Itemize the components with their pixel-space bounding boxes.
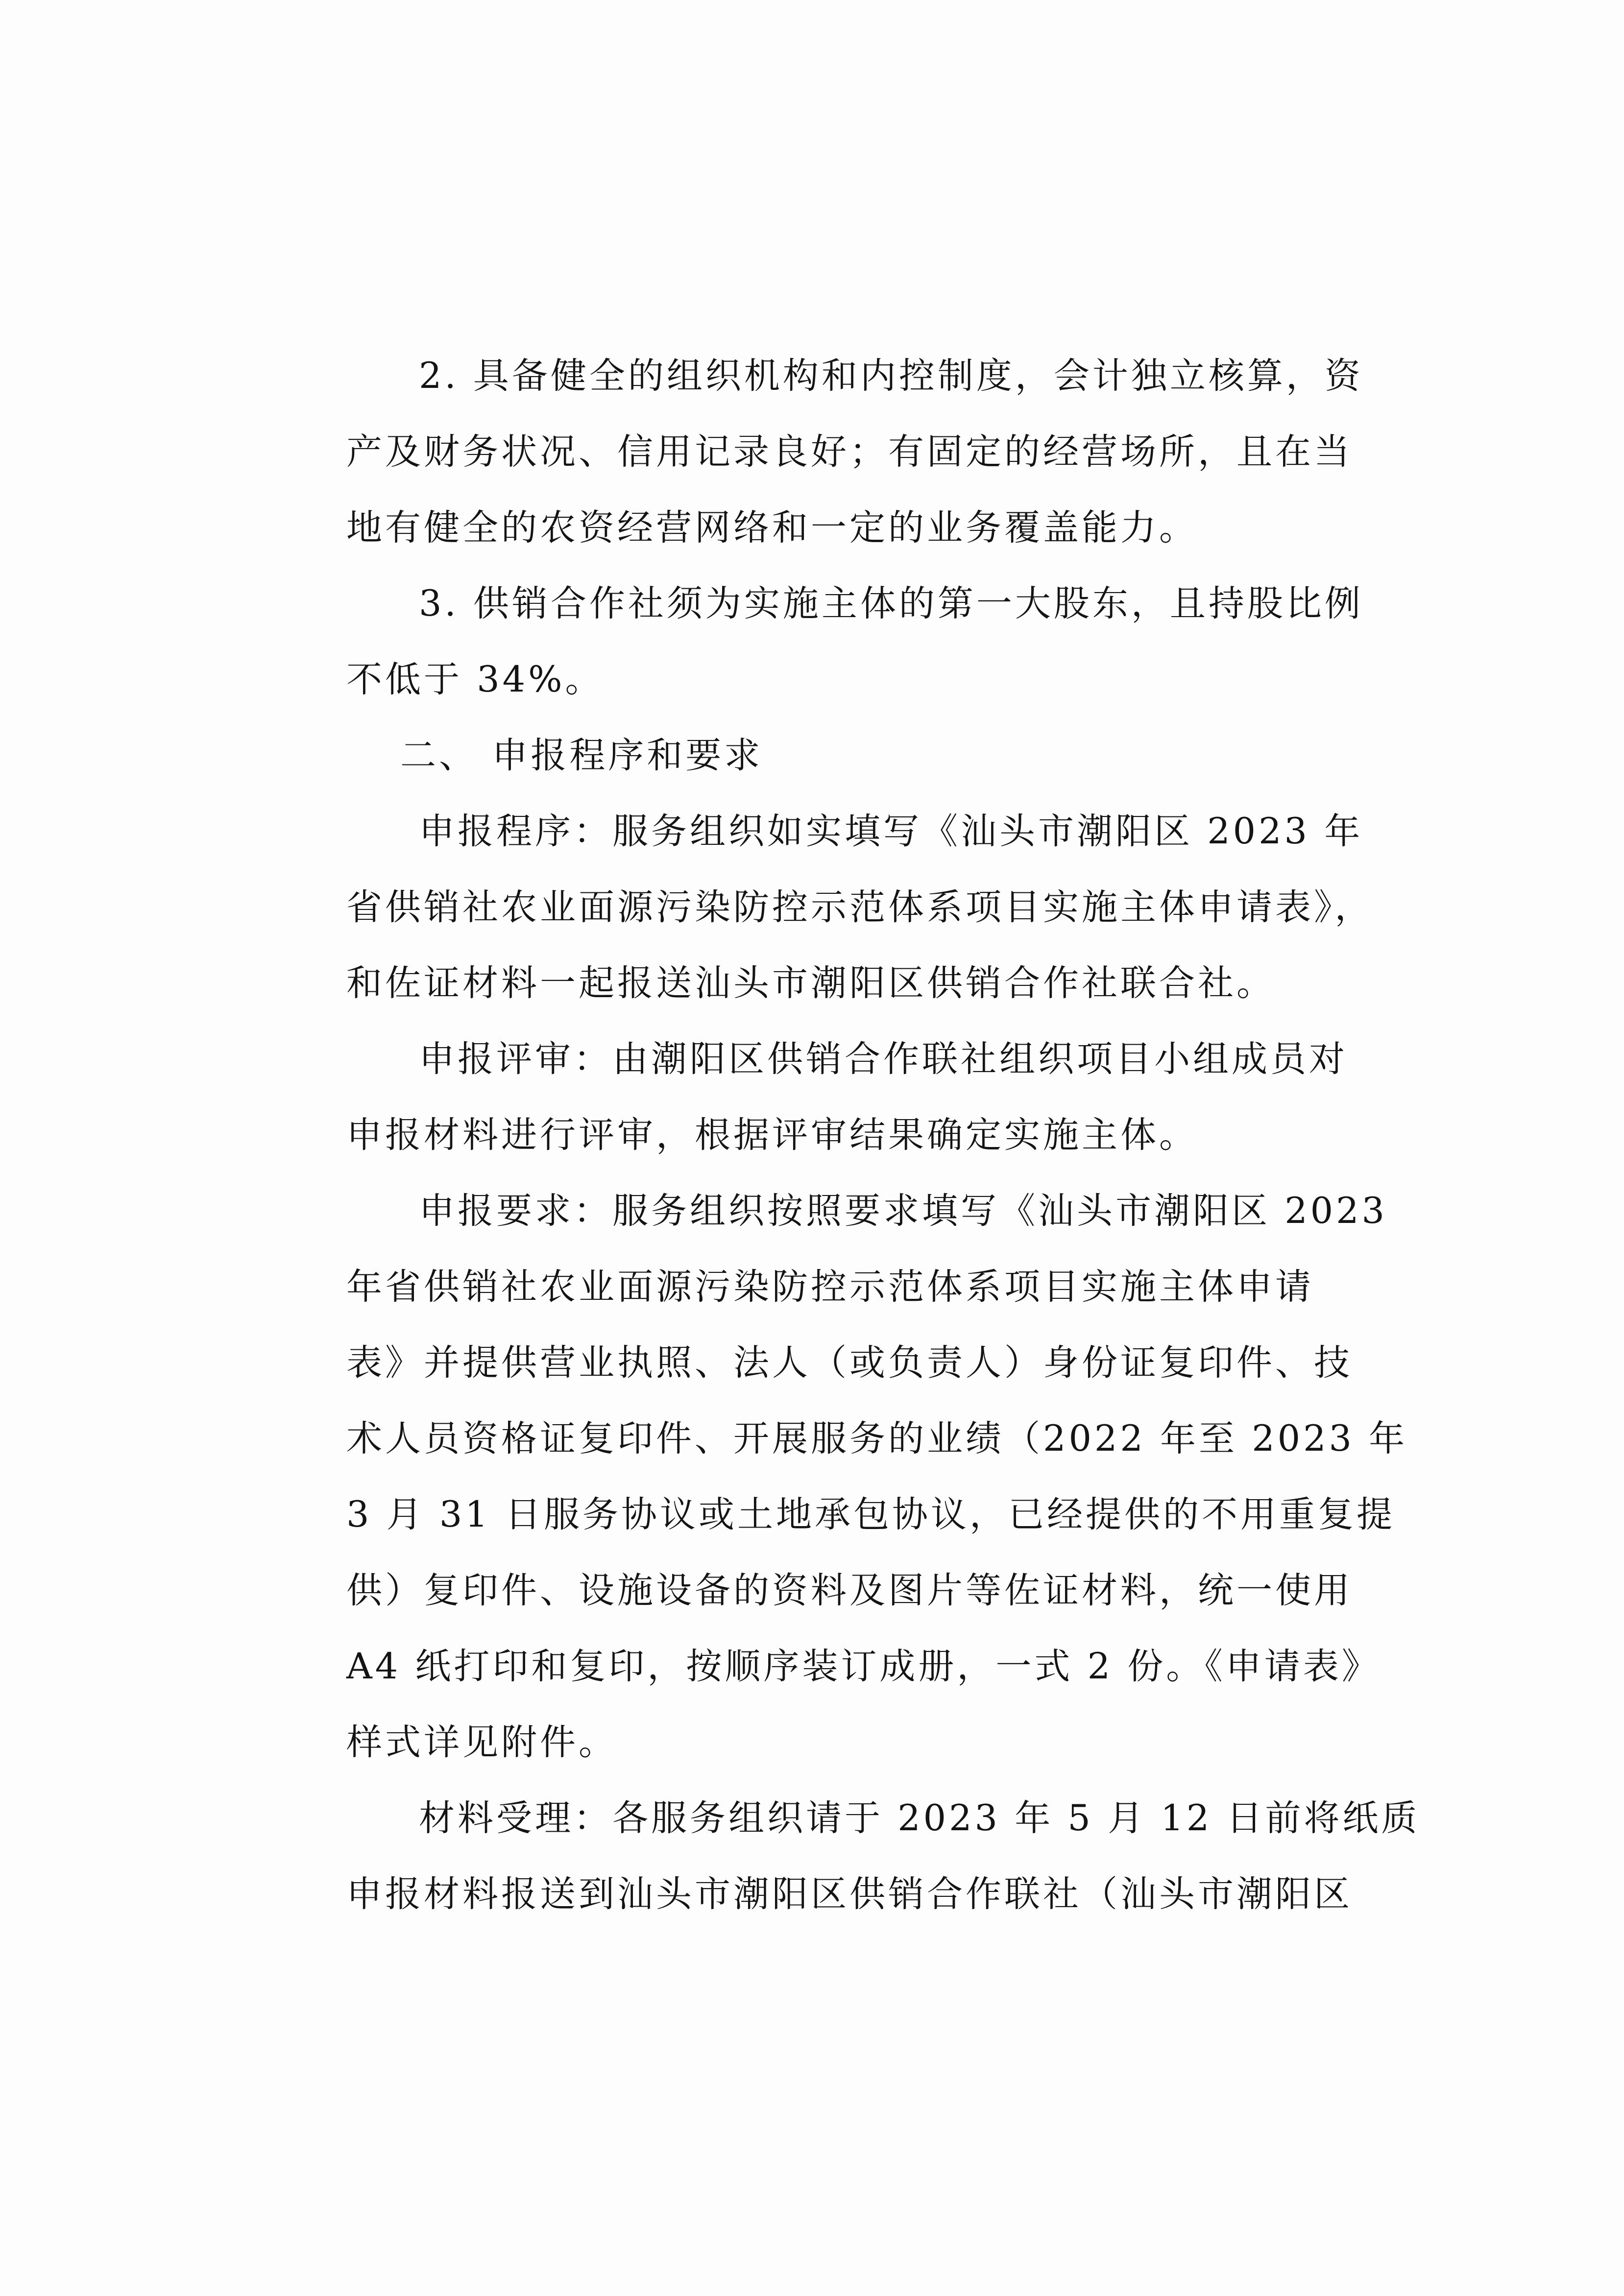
text-line-application-review: 申报评审：由潮阳区供销合作联社组织项目小组成员对 <box>419 1038 1348 1080</box>
text-line: 样式详见附件。 <box>346 1722 617 1763</box>
text-line-material-acceptance: 材料受理：各服务组织请于 2023 年 5 月 12 日前将纸质 <box>419 1797 1420 1839</box>
text-line: 申报材料进行评审，根据评审结果确定实施主体。 <box>346 1114 1198 1156</box>
section-heading: 二、 申报程序和要求 <box>400 735 763 776</box>
text-line: A4 纸打印和复印，按顺序装订成册，一式 2 份。《申请表》 <box>346 1646 1381 1687</box>
text-line-criterion-3: 3. 供销合作社须为实施主体的第一大股东，且持股比例 <box>419 583 1363 624</box>
text-line: 3 月 31 日服务协议或土地承包协议，已经提供的不用重复提 <box>346 1494 1395 1535</box>
text-line: 申报材料报送到汕头市潮阳区供销合作联社（汕头市潮阳区 <box>346 1873 1353 1915</box>
text-line-criterion-2: 2. 具备健全的组织机构和内控制度，会计独立核算，资 <box>419 355 1363 397</box>
text-line-application-requirements: 申报要求：服务组织按照要求填写《汕头市潮阳区 2023 <box>419 1190 1387 1232</box>
text-line: 表》并提供营业执照、法人（或负责人）身份证复印件、技 <box>346 1342 1353 1384</box>
text-line: 产及财务状况、信用记录良好；有固定的经营场所，且在当 <box>346 431 1353 473</box>
text-line: 省供销社农业面源污染防控示范体系项目实施主体申请表》， <box>346 886 1374 928</box>
text-line: 术人员资格证复印件、开展服务的业绩（2022 年至 2023 年 <box>346 1418 1408 1459</box>
text-line: 和佐证材料一起报送汕头市潮阳区供销合作社联合社。 <box>346 962 1275 1004</box>
text-line-application-procedure: 申报程序：服务组织如实填写《汕头市潮阳区 2023 年 <box>419 811 1363 852</box>
text-line: 供）复印件、设施设备的资料及图片等佐证材料，统一使用 <box>346 1570 1353 1611</box>
text-line: 年省供销社农业面源污染防控示范体系项目实施主体申请 <box>346 1266 1314 1308</box>
text-line: 地有健全的农资经营网络和一定的业务覆盖能力。 <box>346 507 1198 549</box>
text-line: 不低于 34%。 <box>346 659 604 700</box>
